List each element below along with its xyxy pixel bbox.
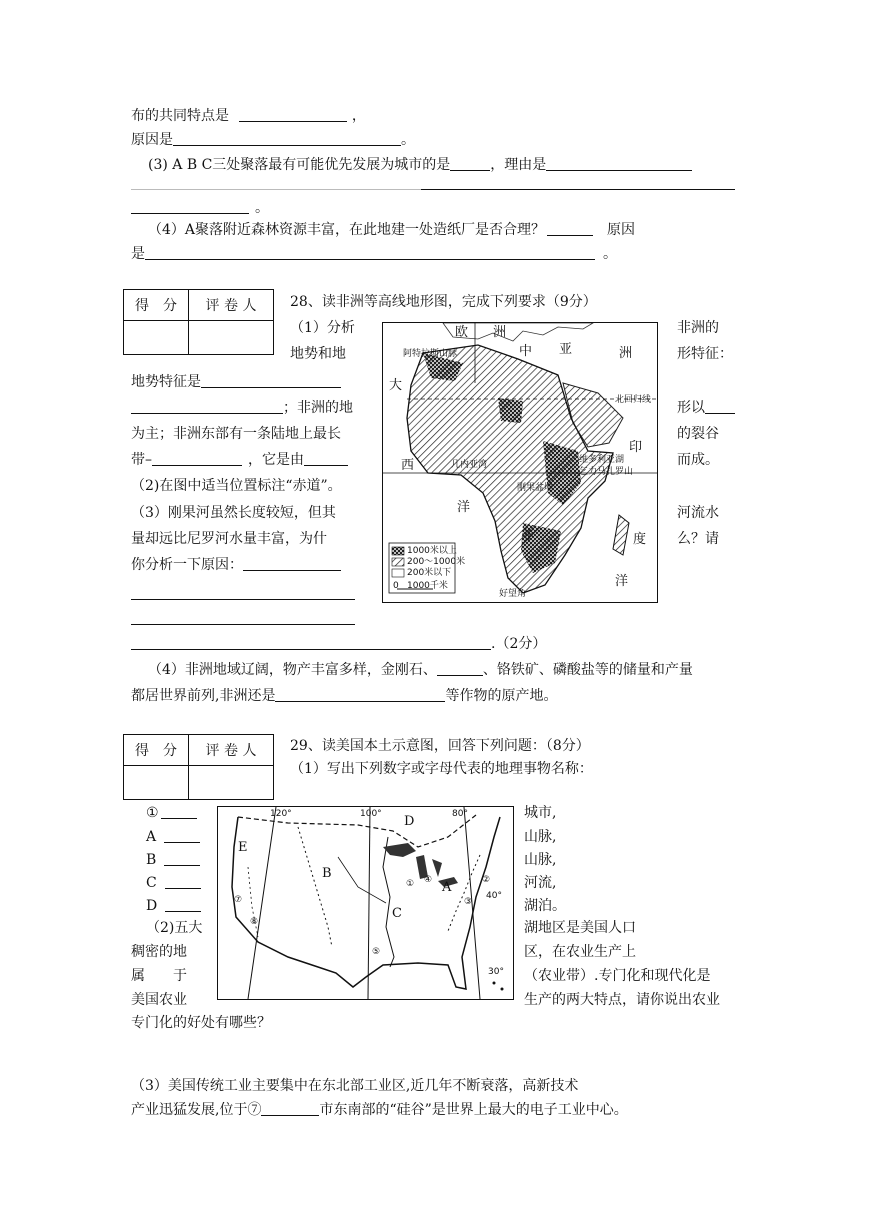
answer-blank[interactable] xyxy=(243,556,341,571)
score-table-28 xyxy=(123,289,274,355)
q28-l2-left: 地势和地 xyxy=(290,346,346,362)
q29-rB-end: 山脉, xyxy=(524,852,557,868)
answer-blank[interactable] xyxy=(131,635,491,650)
legend-swatch-low xyxy=(392,569,404,577)
q29-rC-end: 河流, xyxy=(524,875,557,891)
answer-blank[interactable] xyxy=(261,1101,319,1116)
q29-rD: D xyxy=(146,896,201,916)
q29-sub1: （1）写出下列数字或字母代表的地理事物名称： xyxy=(290,761,593,777)
lake-superior xyxy=(383,843,416,857)
meridian-100 xyxy=(368,807,370,999)
q28-l8-left: （3）刚果河虽然长度较短，但其 xyxy=(131,505,336,521)
q29-q3-l1: （3）美国传统工业主要集中在东北部工业区,近几年不断衰落，高新技术 xyxy=(131,1078,579,1094)
q28-l9-right: 么？请 xyxy=(677,531,719,547)
q27-line2: 原因是 。 xyxy=(131,132,415,148)
q28-l3: 地势特征是 xyxy=(131,372,341,392)
rocky-mountains xyxy=(298,827,332,947)
q28-l6-right: 而成。 xyxy=(677,452,719,468)
usa-map: 120° 100° 80° E B D C A ① ④ ② ③ 40° ⑦ ⑧ ⑤ 30° xyxy=(217,806,514,1000)
q28-l2-right: 形特征： xyxy=(677,346,733,362)
q29-q2-l1-right: 湖地区是美国人口 xyxy=(524,920,636,936)
answer-blank[interactable] xyxy=(145,245,595,260)
grader-header: 评 卷 人 xyxy=(189,290,274,321)
answer-blank[interactable] xyxy=(161,804,197,819)
q28-l10: 你分析一下原因： xyxy=(131,555,341,575)
grader-header: 评 卷 人 xyxy=(189,735,274,766)
island-dot xyxy=(493,982,496,985)
legend-swatch-high xyxy=(392,547,404,555)
q29-q2-l2-right: 区，在农业生产上 xyxy=(524,944,636,960)
answer-blank[interactable] xyxy=(152,451,242,466)
island-dot xyxy=(501,988,504,991)
q28-l4-right: 形以 xyxy=(677,398,735,418)
score-cell[interactable] xyxy=(124,766,189,800)
q28-l7: （2)在图中适当位置标注“赤道”。 xyxy=(131,478,342,494)
answer-line[interactable] xyxy=(131,624,355,625)
q29-rA-end: 山脉, xyxy=(524,829,557,845)
q29-q2-l2-left: 稠密的地 xyxy=(131,944,187,960)
missouri-river xyxy=(338,857,386,903)
q29-q2-l4-right: 生产的两大特点，请你说出农业 xyxy=(524,992,720,1008)
answer-blank[interactable] xyxy=(164,828,200,843)
q28-title: 28、读非洲等高线地形图，完成下列要求（9分） xyxy=(290,294,597,310)
answer-blank[interactable] xyxy=(131,399,283,414)
answer-line[interactable] xyxy=(131,599,355,600)
q29-rB: B xyxy=(146,850,200,870)
q28-l6: 带– ，它是由 xyxy=(131,450,348,470)
answer-blank[interactable] xyxy=(450,156,490,171)
q28-l12: .（2分） xyxy=(131,634,546,654)
q27-q4: （4）A聚落附近森林资源丰富，在此地建一处造纸厂是否合理？ 原因 xyxy=(148,222,636,238)
q28-l5-left: 为主；非洲东部有一条陆地上最长 xyxy=(131,426,341,442)
q28-l1-right: 非洲的 xyxy=(677,320,719,336)
q28-l1-left: （1）分析 xyxy=(290,320,355,336)
answer-line[interactable] xyxy=(421,189,735,190)
score-header: 得 分 xyxy=(124,735,189,766)
q29-rC: C xyxy=(146,873,201,893)
answer-blank[interactable] xyxy=(165,897,201,912)
usa-outline xyxy=(232,817,500,989)
q28-l4: ；非洲的地 xyxy=(131,398,353,418)
q28-q4-line2: 都居世界前列,非洲还是 等作物的原产地。 xyxy=(131,688,558,704)
q29-r1: ① xyxy=(146,803,197,823)
answer-blank[interactable] xyxy=(131,199,249,214)
q29-q2-l1-left: （2)五大 xyxy=(146,920,203,936)
answer-blank[interactable] xyxy=(165,874,201,889)
score-cell[interactable] xyxy=(124,321,189,355)
legend-swatch-mid xyxy=(392,558,404,566)
answer-blank[interactable] xyxy=(239,107,347,122)
answer-blank[interactable] xyxy=(705,399,735,414)
q27-q3: (3) A B C三处聚落最有可能优先发展为城市的是 ，理由是 xyxy=(148,155,692,175)
q27-q4-line2: 是 。 xyxy=(131,246,617,262)
q28-l5-right: 的裂谷 xyxy=(677,426,719,442)
q29-rA: A xyxy=(146,827,200,847)
q28-l9-left: 量却远比尼罗河水量丰富，为什 xyxy=(131,531,327,547)
answer-blank[interactable] xyxy=(275,687,445,702)
q29-q2-l3-right: （农业带）.专门化和现代化是 xyxy=(524,968,711,984)
q28-q4: （4）非洲地域辽阔，物产丰富多样，金刚石、 、铬铁矿、磷酸盐等的储量和产量 xyxy=(148,662,693,678)
grader-cell[interactable] xyxy=(189,766,274,800)
answer-blank[interactable] xyxy=(304,451,348,466)
q29-q2-l3-left: 属 于 xyxy=(131,968,187,984)
q28-l8-right: 河流水 xyxy=(677,505,719,521)
score-header: 得 分 xyxy=(124,290,189,321)
gray-rule xyxy=(131,189,421,190)
africa-map: 欧 洲 中 亚 洲 阿特拉斯山脉 大 北回归线 印 西 几内亚湾 维多利亚湖 乞力马扎罗山 刚果盆地 洋 非 度 洋 好望角 1000米以上 200～1000米 200米以下 0 1000千米 xyxy=(382,322,658,603)
answer-blank[interactable] xyxy=(173,131,401,146)
q29-r1-end: 城市, xyxy=(524,805,557,821)
q29-rD-end: 湖泊。 xyxy=(524,898,566,914)
q29-q2-l4-left: 美国农业 xyxy=(131,992,187,1008)
answer-blank[interactable] xyxy=(547,221,593,236)
q27-line1: 布的共同特点是 ， xyxy=(131,108,366,124)
answer-blank[interactable] xyxy=(546,156,692,171)
madagascar-shape xyxy=(613,515,629,555)
answer-blank[interactable] xyxy=(437,661,483,676)
q29-q3-l2: 产业迅猛发展,位于⑦ 市东南部的“硅谷”是世界上最大的电子工业中心。 xyxy=(131,1102,628,1118)
lake-huron xyxy=(432,859,442,877)
score-table-29 xyxy=(123,734,274,800)
q29-title: 29、读美国本土示意图，回答下列问题：（8分） xyxy=(290,738,590,754)
answer-blank[interactable] xyxy=(164,851,200,866)
grader-cell[interactable] xyxy=(189,321,274,355)
meridian-120 xyxy=(248,807,276,999)
q27-q3-end: 。 xyxy=(131,198,269,218)
appalachian-mountains xyxy=(448,855,480,931)
q29-q2-l5: 专门化的好处有哪些？ xyxy=(131,1015,271,1031)
answer-blank[interactable] xyxy=(201,373,341,388)
sahara-highland xyxy=(498,398,523,423)
